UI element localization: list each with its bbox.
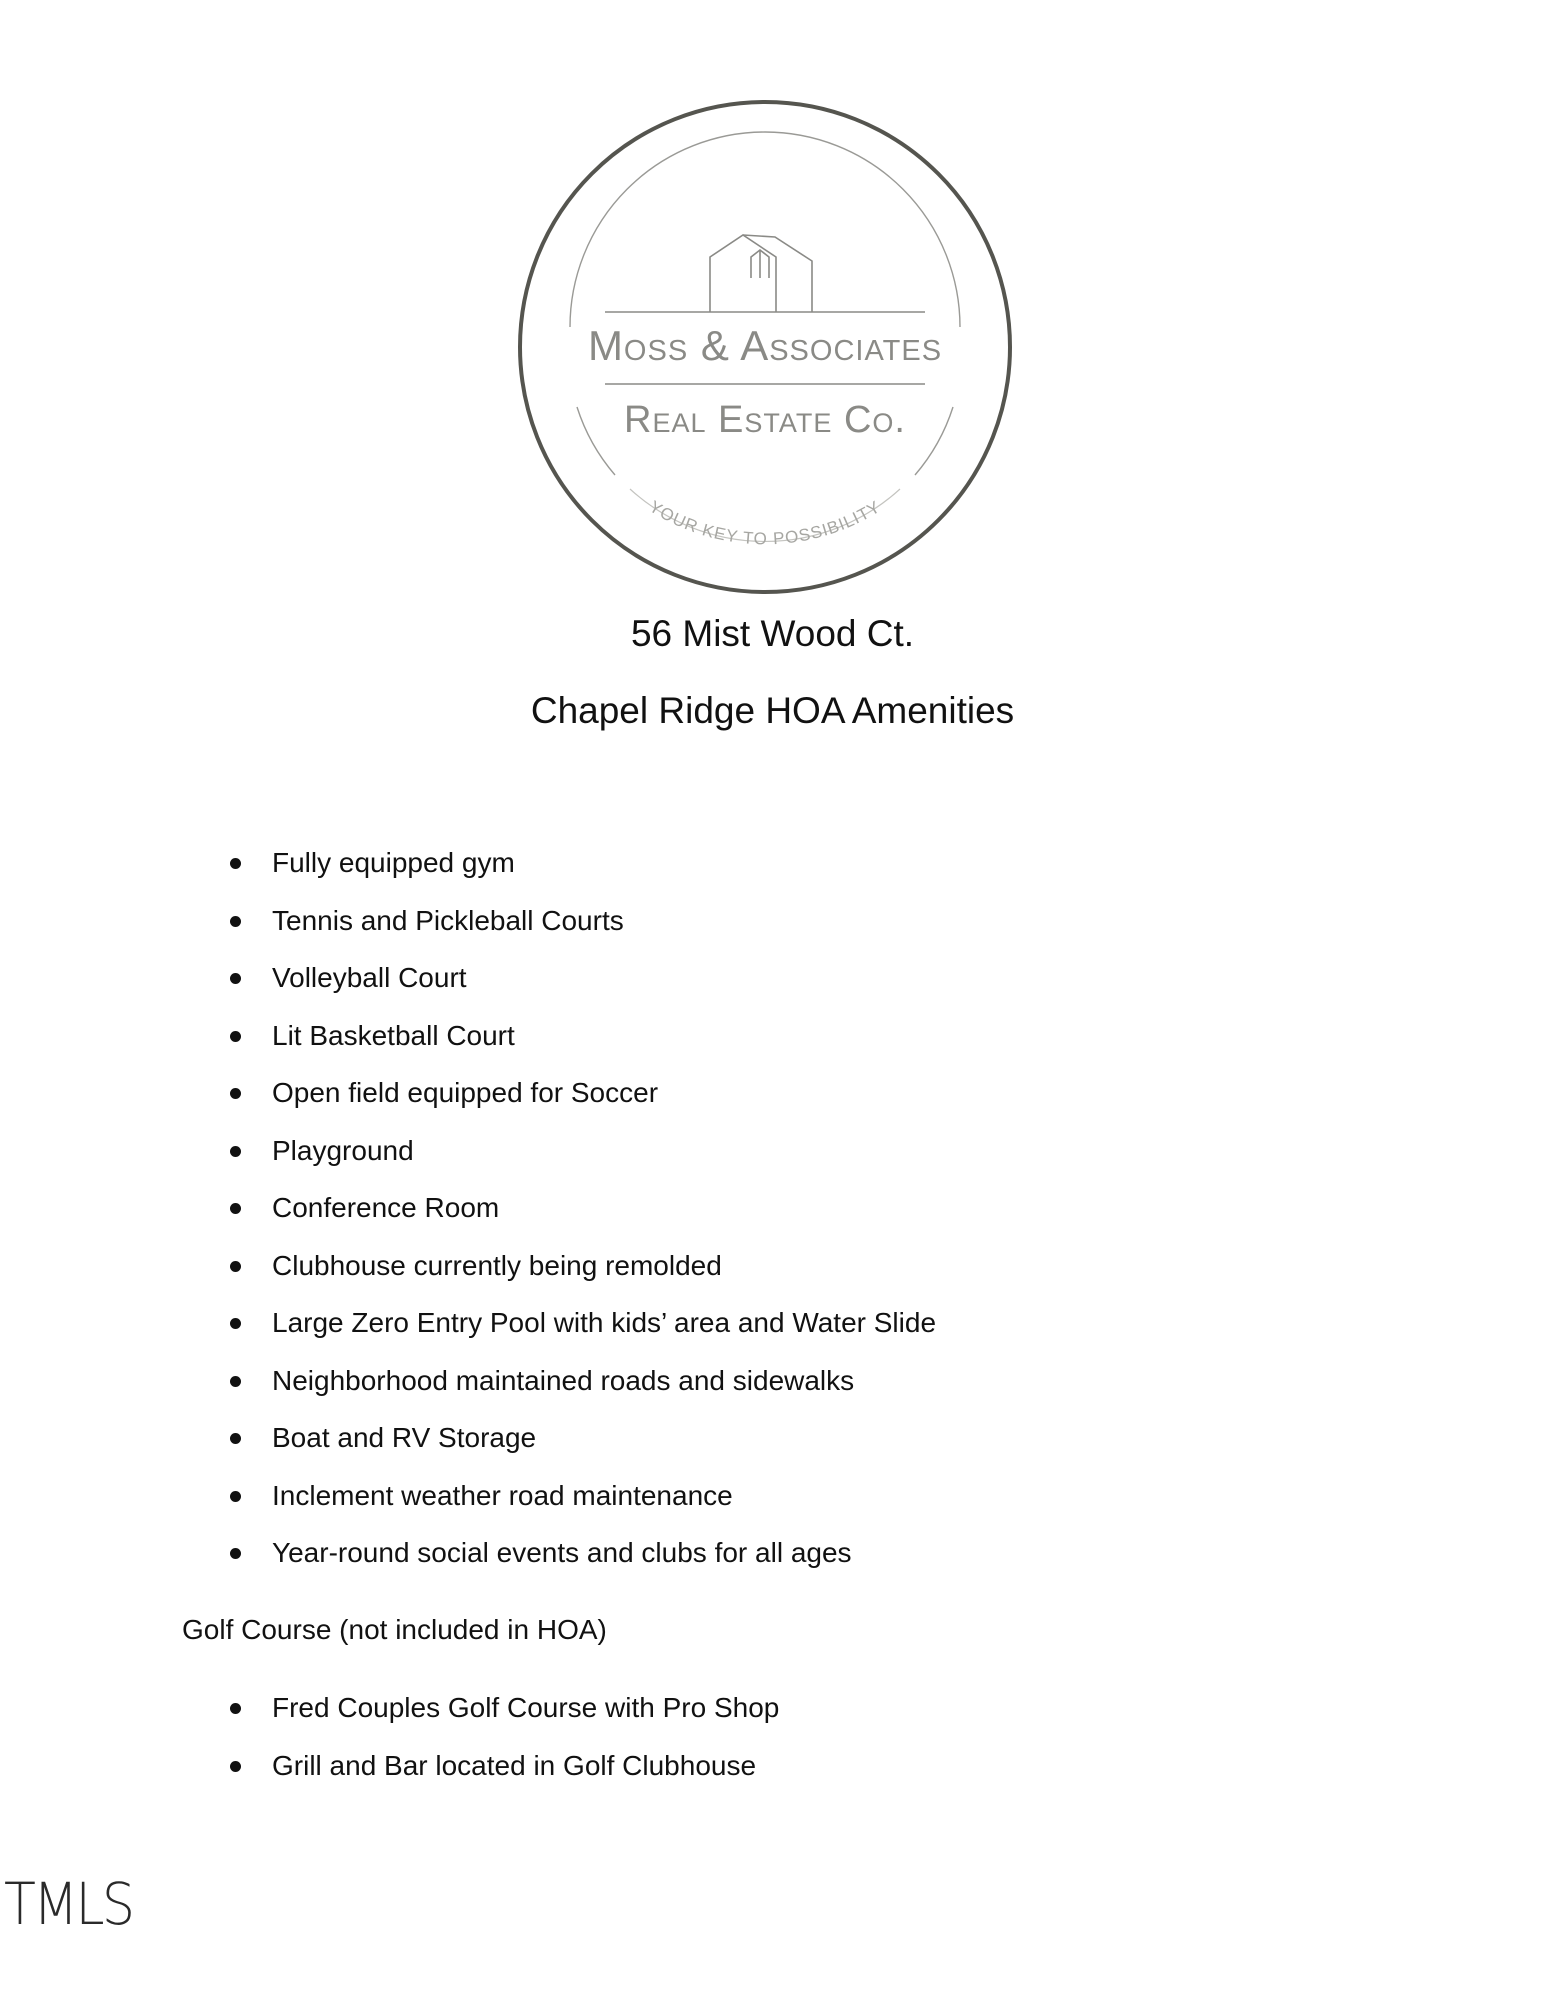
logo-brand-line1: Moss & Associates xyxy=(587,322,943,369)
golf-list xyxy=(180,1690,779,1805)
property-address: 56 Mist Wood Ct. xyxy=(630,613,915,654)
list-item: Playground xyxy=(180,1133,936,1191)
list-item: Volleyball Court xyxy=(180,960,936,1018)
list-item: Fully equipped gym xyxy=(180,845,936,903)
logo-brand-line2: Real Estate Co. xyxy=(624,399,906,441)
list-item: Open field equipped for Soccer xyxy=(180,1075,936,1133)
logo-tagline xyxy=(646,497,884,548)
list-item: Neighborhood maintained roads and sidewalks xyxy=(180,1363,936,1421)
list-item: Large Zero Entry Pool with kids’ area and Water Slide xyxy=(180,1305,936,1363)
amenities-list xyxy=(180,845,936,1593)
list-item: Inclement weather road maintenance xyxy=(180,1478,936,1536)
list-item: Boat and RV Storage xyxy=(180,1420,936,1478)
logo-inner-arc-bottom xyxy=(577,407,615,475)
document-subtitle: Chapel Ridge HOA Amenities xyxy=(530,690,1015,731)
list-item: Year-round social events and clubs for all ages xyxy=(180,1535,936,1593)
golf-section-heading: Golf Course (not included in HOA) xyxy=(182,1614,607,1645)
list-item: Grill and Bar located in Golf Clubhouse xyxy=(180,1748,779,1806)
list-item: Conference Room xyxy=(180,1190,936,1248)
list-item: Lit Basketball Court xyxy=(180,1018,936,1076)
list-item: Tennis and Pickleball Courts xyxy=(180,903,936,961)
logo-inner-arc-top xyxy=(570,132,960,327)
company-logo xyxy=(515,97,1015,597)
logo-tagline-path: YOUR KEY TO POSSIBILITY xyxy=(645,496,885,549)
house-icon xyxy=(710,235,812,312)
mls-watermark: TMLS xyxy=(4,1870,133,1938)
list-item: Fred Couples Golf Course with Pro Shop xyxy=(180,1690,779,1748)
list-item: Clubhouse currently being remolded xyxy=(180,1248,936,1306)
